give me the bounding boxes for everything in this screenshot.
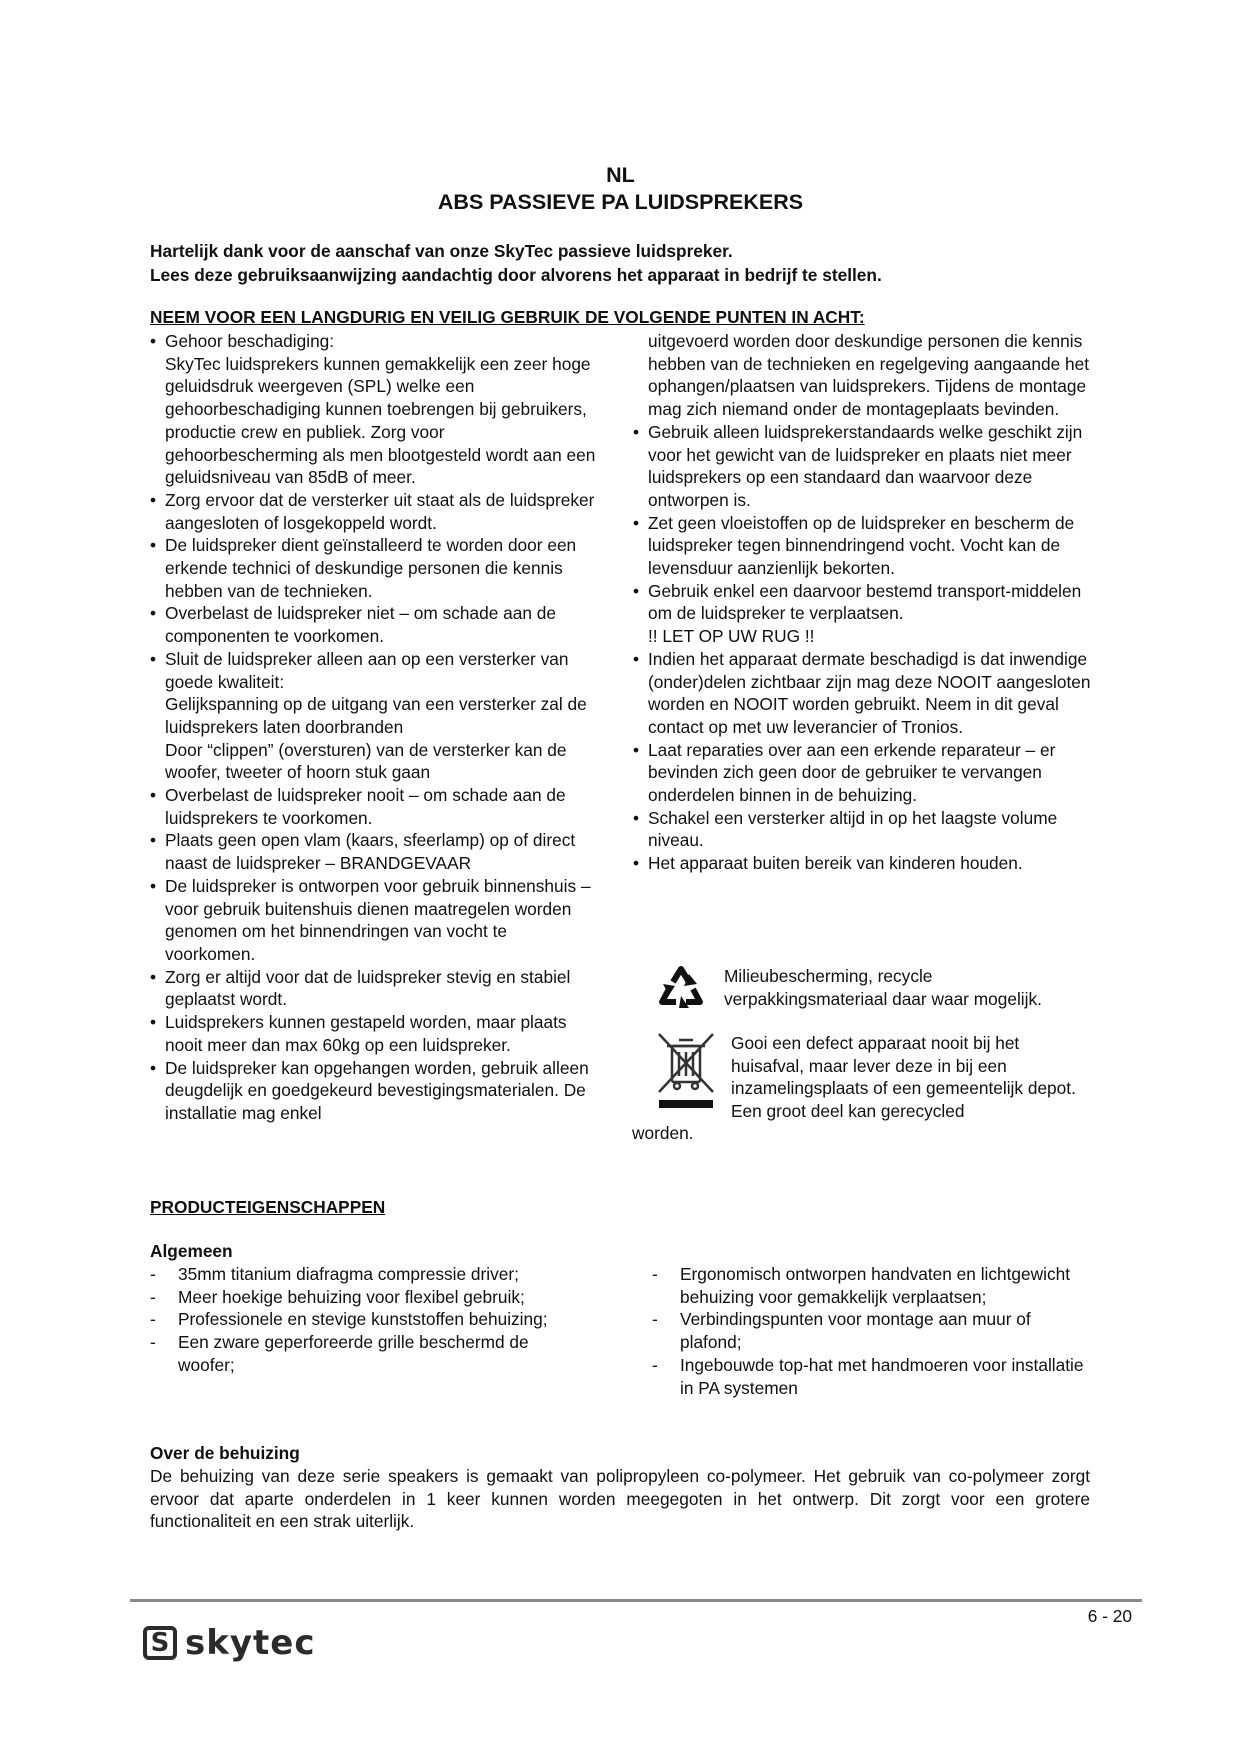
feature-item: - Ergonomisch ontworpen handvaten en lichtgewicht behuizing voor gemakkelijk verplaatsen;	[652, 1263, 1092, 1308]
safety-item: • Sluit de luidspreker alleen aan op een versterker van goede kwaliteit: Gelijkspanning op de uitgang van een versterker zal de luidsprekers laten doorbranden Door “clippen” (oversturen) van de versterker kan de woofer, tweeter of hoorn stuk gaan	[150, 648, 598, 784]
safety-item: • Zorg er altijd voor dat de luidspreker stevig en stabiel geplaatst wordt.	[150, 966, 598, 1011]
footer-divider	[130, 1599, 1142, 1602]
brand-name: skytec	[185, 1623, 316, 1663]
safety-item: • Schakel een versterker altijd in op het laagste volume niveau.	[633, 807, 1093, 852]
intro-line-2: Lees deze gebruiksaanwijzing aandachtig door alvorens het apparaat in bedrijf te stellen.	[150, 265, 882, 285]
safety-item: • Luidsprekers kunnen gestapeld worden, maar plaats nooit meer dan max 60kg op een luidspreker.	[150, 1011, 598, 1056]
safety-right-list	[633, 330, 1093, 875]
safety-item: • Zet geen vloeistoffen op de luidspreker en bescherm de luidspreker tegen binnendringend vocht. Vocht kan de levensduur aanzienlijk bekorten.	[633, 512, 1093, 580]
safety-item: • Gebruik alleen luidsprekerstandaards welke geschikt zijn voor het gewicht van de luidspreker en plaats niet meer luidsprekers op een standaard dan waarvoor deze ontworpen is.	[633, 421, 1093, 512]
feature-item: - Een zware geperforeerde grille beschermd de woofer;	[150, 1331, 590, 1376]
weee-crossed-bin-icon	[655, 1030, 719, 1112]
safety-item: • Het apparaat buiten bereik van kinderen houden.	[633, 852, 1093, 875]
safety-item: • Indien het apparaat dermate beschadigd is dat inwendige (onder)delen zichtbaar zijn mag deze NOOIT aangesloten worden en NOOIT worden gebruikt. Neem in dit geval contact op met uw leverancier of Tronios.	[633, 648, 1093, 739]
general-subheading: Algemeen	[150, 1241, 233, 1261]
safety-left-column	[150, 330, 598, 1125]
feature-item: - Verbindingspunten voor montage aan muur of plafond;	[652, 1308, 1092, 1353]
feature-item: - Ingebouwde top-hat met handmoeren voor installatie in PA systemen	[652, 1354, 1092, 1399]
safety-item: • Gehoor beschadiging: SkyTec luidsprekers kunnen gemakkelijk een zeer hoge geluidsdruk weergeven (SPL) welke een gehoorbeschadiging kunnen toebrengen bij gebruikers, productie crew en publiek. Zorg voor gehoorbescherming als men blootgesteld wordt aan een geluidsniveau van 85dB of meer.	[150, 330, 598, 489]
safety-item: • Laat reparaties over aan een erkende reparateur – er bevinden zich geen door de gebruiker te vervangen onderdelen binnen in de behuizing.	[633, 739, 1093, 807]
page-title: ABS PASSIEVE PA LUIDSPREKERS	[437, 190, 804, 214]
housing-paragraph: De behuizing van deze serie speakers is gemaakt van polipropyleen co-polymeer. Het gebruik van co-polymeer zorgt ervoor dat aparte onderdelen in 1 keer kunnen worden meegegoten in het ontwerp. Dit zorgt voor een grotere functionaliteit en een strak uiterlijk.	[150, 1466, 1090, 1532]
skytec-logo-icon: S	[143, 1626, 177, 1660]
safety-heading: NEEM VOOR EEN LANGDURIG EN VEILIG GEBRUIK DE VOLGENDE PUNTEN IN ACHT:	[150, 307, 865, 327]
intro-line-1: Hartelijk dank voor de aanschaf van onze SkyTec passieve luidspreker.	[150, 241, 733, 261]
safety-item: • Plaats geen open vlam (kaars, sfeerlamp) op of direct naast de luidspreker – BRANDGEVAAR	[150, 829, 598, 874]
feature-item: - Professionele en stevige kunststoffen behuizing;	[150, 1308, 590, 1331]
safety-item: • De luidspreker kan opgehangen worden, gebruik alleen deugdelijk en goedgekeurd bevestigingsmaterialen. De installatie mag enkel	[150, 1057, 598, 1125]
safety-item: • De luidspreker dient geïnstalleerd te worden door een erkende technici of deskundige personen die kennis hebben van de technieken.	[150, 534, 598, 602]
features-left	[150, 1263, 590, 1377]
language-label: NL	[606, 163, 635, 187]
safety-item: • Gebruik enkel een daarvoor bestemd transport-middelen om de luidspreker te verplaatsen. !! LET OP UW RUG !!	[633, 580, 1093, 648]
recycle-icon	[655, 962, 707, 1014]
safety-item: • Zorg ervoor dat de versterker uit staat als de luidspreker aangesloten of losgekoppeld wordt.	[150, 489, 598, 534]
safety-right-column	[633, 330, 1093, 875]
safety-item-continued: uitgevoerd worden door deskundige personen die kennis hebben van de technieken en regelgeving aangaande het ophangen/plaatsen van luidsprekers. Tijdens de montage mag zich niemand onder de montageplaats bevinden.	[648, 331, 1090, 420]
feature-item: - 35mm titanium diafragma compressie driver;	[150, 1263, 590, 1286]
recycle-text: Milieubescherming, recycle verpakkingsmateriaal daar waar mogelijk.	[724, 966, 1042, 1009]
page-number: 6 - 20	[1087, 1606, 1132, 1626]
housing-subheading: Over de behuizing	[150, 1443, 300, 1463]
safety-left-list	[150, 330, 598, 1125]
product-heading: PRODUCTEIGENSCHAPPEN	[150, 1197, 386, 1217]
safety-item: • Overbelast de luidspreker nooit – om schade aan de luidsprekers te voorkomen.	[150, 784, 598, 829]
safety-item: • De luidspreker is ontworpen voor gebruik binnenshuis – voor gebruik buitenshuis dienen maatregelen worden genomen om het binnendringen van vocht te voorkomen.	[150, 875, 598, 966]
weee-text: Gooi een defect apparaat nooit bij het huisafval, maar lever deze in bij een inzamelingsplaats of een gemeentelijk depot. Een groot deel kan gerecycled	[731, 1033, 1076, 1122]
weee-text-tail: worden.	[632, 1123, 694, 1143]
features-right	[652, 1263, 1092, 1399]
feature-item: - Meer hoekige behuizing voor flexibel gebruik;	[150, 1286, 590, 1309]
skytec-logo	[143, 1620, 315, 1666]
safety-item: • Overbelast de luidspreker niet – om schade aan de componenten te voorkomen.	[150, 602, 598, 647]
